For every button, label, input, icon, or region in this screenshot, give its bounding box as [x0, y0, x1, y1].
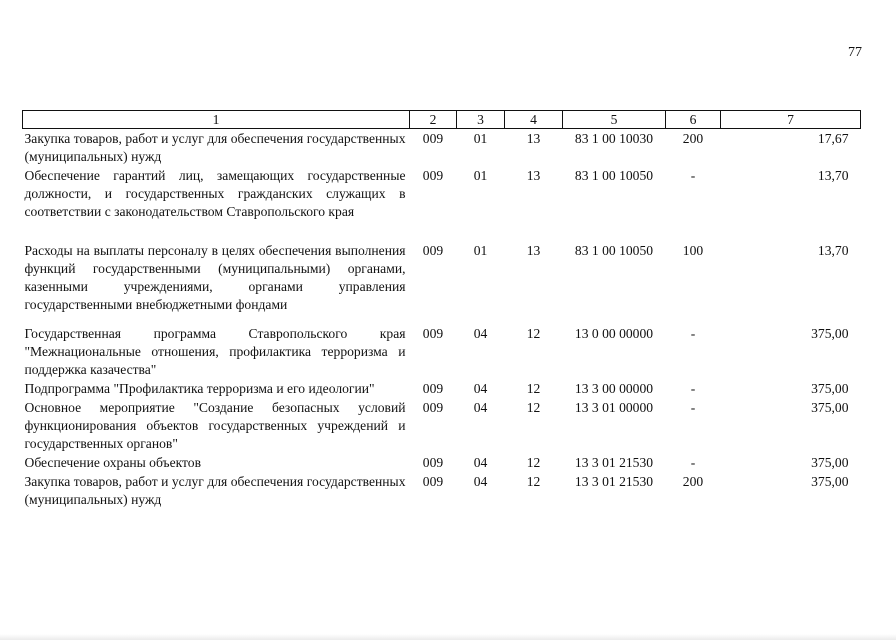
table-row — [23, 129, 861, 167]
table-row — [23, 453, 861, 472]
row-expense-type: - — [690, 400, 696, 415]
column-header-3: 3 — [457, 111, 505, 129]
row-amount: 375,00 — [811, 455, 849, 470]
table-row — [23, 324, 861, 379]
row-description: Обеспечение охраны объектов — [24, 455, 202, 470]
row-expense-type: - — [690, 381, 696, 396]
row-description: Обеспечение гарантий лиц, замещающих государственные должности, и государственных гражданских служащих в соответствии с законодательством Ставропольского края — [24, 168, 406, 219]
row-target-code: 83 1 00 10050 — [574, 243, 654, 258]
row-ministry-code: 009 — [422, 131, 444, 146]
row-target-code: 13 0 00 00000 — [574, 326, 654, 341]
row-amount: 375,00 — [811, 326, 849, 341]
row-description: Закупка товаров, работ и услуг для обеспечения государственных (муниципальных) нужд — [24, 131, 406, 164]
row-ministry-code: 009 — [422, 243, 444, 258]
column-header-6: 6 — [666, 111, 721, 129]
row-ministry-code: 009 — [422, 400, 444, 415]
table-row — [23, 166, 861, 241]
column-header-1: 1 — [23, 111, 410, 129]
row-section-code: 01 — [473, 243, 488, 258]
budget-table — [22, 110, 861, 509]
row-expense-type: 100 — [682, 243, 704, 258]
row-amount: 13,70 — [817, 168, 849, 183]
row-amount: 375,00 — [811, 474, 849, 489]
row-ministry-code: 009 — [422, 455, 444, 470]
row-subsection-code: 12 — [526, 326, 541, 341]
row-subsection-code: 13 — [526, 243, 541, 258]
row-ministry-code: 009 — [422, 168, 444, 183]
row-ministry-code: 009 — [422, 381, 444, 396]
row-subsection-code: 12 — [526, 400, 541, 415]
column-header-7: 7 — [721, 111, 861, 129]
row-target-code: 13 3 00 00000 — [574, 381, 654, 396]
row-ministry-code: 009 — [422, 474, 444, 489]
row-section-code: 04 — [473, 381, 488, 396]
row-section-code: 04 — [473, 326, 488, 341]
page-number: 77 — [848, 45, 862, 60]
row-description: Подпрограмма "Профилактика терроризма и его идеологии" — [24, 381, 375, 396]
row-amount: 375,00 — [811, 400, 849, 415]
row-target-code: 13 3 01 21530 — [574, 455, 654, 470]
table-row — [23, 398, 861, 453]
row-ministry-code: 009 — [422, 326, 444, 341]
row-subsection-code: 13 — [526, 168, 541, 183]
row-section-code: 04 — [473, 400, 488, 415]
row-subsection-code: 12 — [526, 381, 541, 396]
row-section-code: 01 — [473, 168, 488, 183]
row-target-code: 13 3 01 21530 — [574, 474, 654, 489]
row-expense-type: - — [690, 455, 696, 470]
column-header-2: 2 — [410, 111, 457, 129]
row-amount: 13,70 — [817, 243, 849, 258]
row-expense-type: 200 — [682, 474, 704, 489]
column-header-5: 5 — [563, 111, 666, 129]
row-description: Расходы на выплаты персоналу в целях обеспечения выполнения функций государственными (муниципальными) органами, казенными учреждениями, органами управления государственными внебюджетными фондами — [24, 243, 406, 312]
row-target-code: 83 1 00 10030 — [574, 131, 654, 146]
column-header-4: 4 — [505, 111, 563, 129]
scan-edge-shadow — [0, 634, 896, 640]
row-section-code: 04 — [473, 455, 488, 470]
table-row — [23, 472, 861, 509]
row-description: Основное мероприятие "Создание безопасных условий функционирования объектов государственных учреждений и государственных органов" — [24, 400, 406, 451]
table-row — [23, 379, 861, 398]
row-description: Государственная программа Ставропольского края "Межнациональные отношения, профилактика терроризма и поддержка казачества" — [24, 326, 406, 377]
row-subsection-code: 13 — [526, 131, 541, 146]
row-subsection-code: 12 — [526, 474, 541, 489]
row-expense-type: 200 — [682, 131, 704, 146]
row-target-code: 13 3 01 00000 — [574, 400, 654, 415]
row-amount: 17,67 — [817, 131, 849, 146]
row-subsection-code: 12 — [526, 455, 541, 470]
row-section-code: 04 — [473, 474, 488, 489]
table-row — [23, 241, 861, 324]
row-section-code: 01 — [473, 131, 488, 146]
row-expense-type: - — [690, 326, 696, 341]
row-amount: 375,00 — [811, 381, 849, 396]
header-row — [23, 111, 861, 129]
row-description: Закупка товаров, работ и услуг для обеспечения государственных (муниципальных) нужд — [24, 474, 406, 507]
row-expense-type: - — [690, 168, 696, 183]
row-target-code: 83 1 00 10050 — [574, 168, 654, 183]
